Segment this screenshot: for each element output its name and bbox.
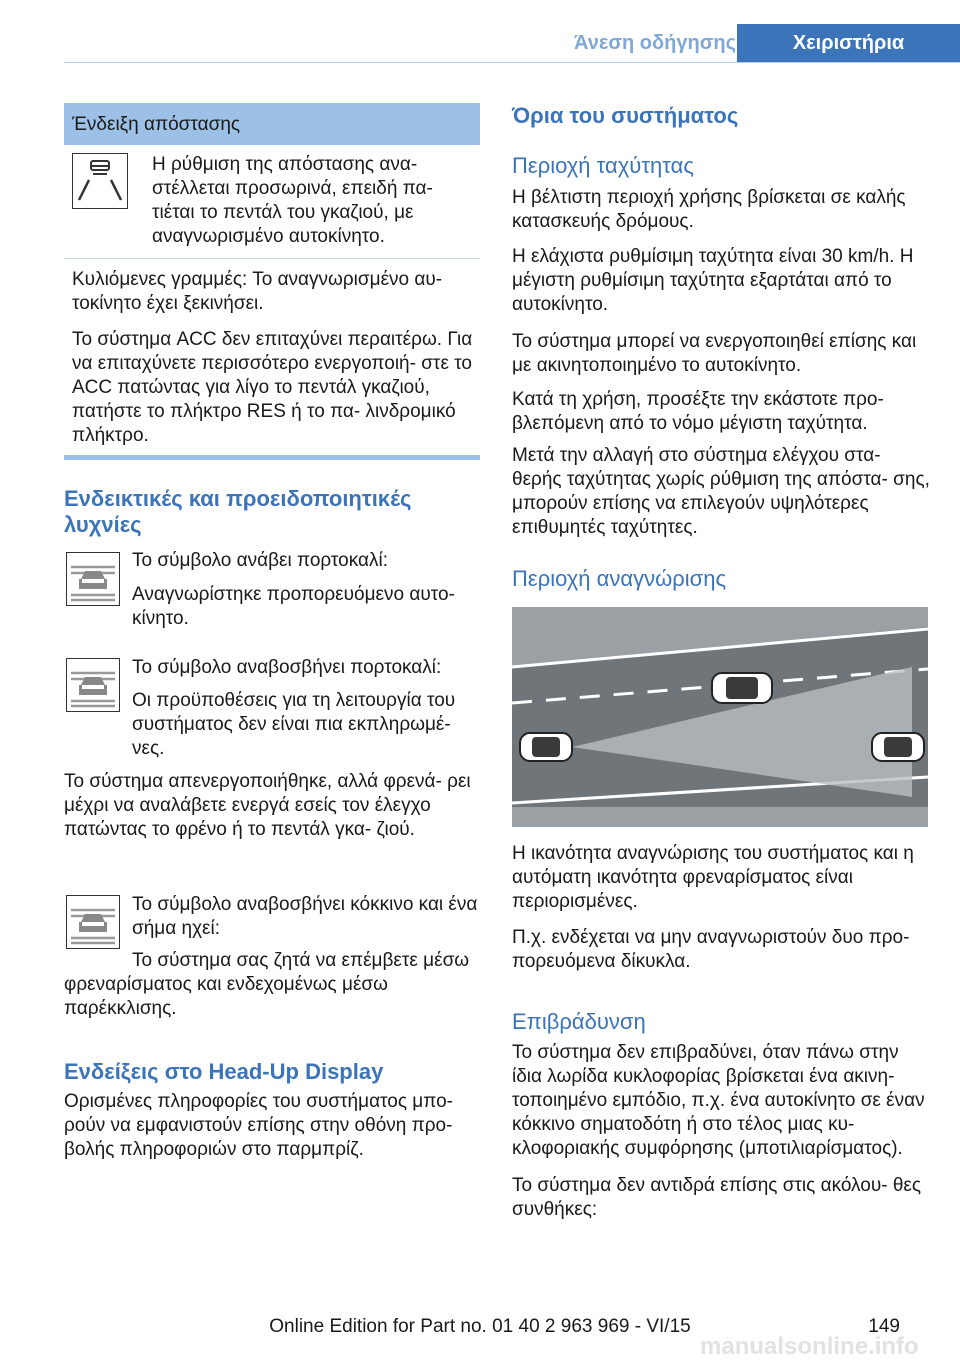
- lamp3-a: Το σύμβολο αναβοσβήνει κόκκινο και ένα σήμα ηχεί:: [132, 894, 478, 939]
- edition-footer: Online Edition for Part no. 01 40 2 963 969 - VI/15: [269, 1316, 691, 1337]
- speed-p2: Η ελάχιστα ρυθμίσιμη ταχύτητα είναι 30 km/h. Η μέγιστη ρυθμίσιμη ταχύτητα εξαρτάται από το αυτοκίνητο.: [512, 246, 914, 315]
- distance-table-header: [64, 103, 480, 145]
- front-car-same-lane: [872, 733, 924, 761]
- table-header-label: Ένδειξη απόστασης: [72, 114, 241, 135]
- detect-p2: Π.χ. ενδέχεται να μην αναγνωριστούν δυο προ- πορευόμενα δίκυκλα.: [512, 927, 910, 972]
- lamp1-a: Το σύμβολο ανάβει πορτοκαλί:: [132, 550, 388, 571]
- row2-text-1: Κυλιόμενες γραμμές: Το αναγνωρισμένο αυ- τοκίνητο έχει ξεκινήσει.: [72, 269, 443, 314]
- hud-text: Ορισμένες πληροφορίες του συστήματος μπο- ρούν να εμφανιστούν επίσης στην οθόνη προ- βολής πληροφοριών στο παρμπρίζ.: [64, 1091, 453, 1160]
- brake-p2: Το σύστημα δεν αντιδρά επίσης στις ακόλου- θες συνθήκες:: [512, 1175, 922, 1220]
- brake-heading: Επιβράδυνση: [512, 1009, 646, 1034]
- lamp2-a: Το σύμβολο αναβοσβήνει πορτοκαλί:: [132, 657, 442, 678]
- lamp2-b: Οι προϋποθέσεις για τη λειτουργία του συστήματος δεν είναι πια εκπληρωμέ- νες.: [132, 690, 456, 759]
- distance-lines-icon: [72, 153, 128, 209]
- table-divider: [64, 258, 480, 259]
- row1-text: Η ρύθμιση της απόστασης ανα- στέλλεται προσωρινά, επειδή πα- τιέται το πεντάλ του γκαζιού, με αναγνωρισμένο αυτοκίνητο.: [152, 154, 433, 247]
- lamp3-b: Το σύστημα σας ζητά να επέμβετε μέσω φρεναρίσματος και ενδεχομένως μέσω παρέκκλισης.: [64, 950, 470, 1019]
- limits-heading: Όρια του συστήματος: [512, 103, 739, 128]
- watermark-text: manualsonline.info: [700, 1333, 919, 1360]
- car-indicator-icon: [66, 552, 120, 606]
- lamp1-b: Αναγνωρίστηκε προπορευόμενο αυτο- κίνητο.: [132, 584, 455, 629]
- page-number: 149: [868, 1316, 900, 1337]
- speed-p4: Κατά τη χρήση, προσέξτε την εκάστοτε προ- βλεπόμενη από το νόμο μέγιστη ταχύτητα.: [512, 389, 884, 434]
- hud-heading: Ενδείξεις στο Head-Up Display: [64, 1059, 384, 1084]
- section-tab[interactable]: Άνεση οδήγησης: [574, 32, 736, 54]
- car-adjacent-lane: [712, 673, 772, 703]
- speed-p1: Η βέλτιστη περιοχή χρήσης βρίσκεται σε καλής κατασκευής δρόμους.: [512, 187, 906, 232]
- header-rule: [64, 62, 960, 63]
- detection-range-illustration: [512, 607, 928, 827]
- speed-p5: Μετά την αλλαγή στο σύστημα ελέγχου στα- θερής ταχύτητας χωρίς ρύθμιση της απόστα- σης, μπορούν επίσης να επιλεγούν υψηλότερες επιθυμητές ταχύτητες.: [512, 445, 930, 538]
- speed-p3: Το σύστημα μπορεί να ενεργοποιηθεί επίσης και με ακινητοποιημένο το αυτοκίνητο.: [512, 331, 917, 376]
- section-rule: [64, 455, 480, 460]
- detect-p1: Η ικανότητα αναγνώρισης του συστήματος και η αυτόματη ικανότητα φρεναρίσματος είναι περιορισμένες.: [512, 843, 914, 912]
- own-car: [520, 733, 572, 761]
- brake-p1: Το σύστημα δεν επιβραδύνει, όταν πάνω στην ίδια λωρίδα κυκλοφορίας βρίσκεται ένα ακινη- τοποιημένο εμπόδιο, π.χ. ένα αυτοκίνητο σε έναν κόκκινο σηματοδότη ή στο τέλος μιας κυ- κλοφοριακής συμφόρησης (μποτιλιαρίσματος).: [512, 1042, 925, 1159]
- car-blink-orange-icon: [66, 658, 120, 712]
- row2-text-2: Το σύστημα ACC δεν επιταχύνει περαιτέρω. Για να επιταχύνετε περισσότερο ενεργοποιή- στε το ACC πατώντας για λίγο το πεντάλ γκαζιού, πατήστε το πλήκτρο RES ή το πα- λινδρομικό πλήκτρο.: [72, 329, 473, 446]
- detect-heading: Περιοχή αναγνώρισης: [512, 566, 727, 591]
- lamp2-c: Το σύστημα απενεργοποιήθηκε, αλλά φρενά- ρει μέχρι να αναλάβετε ενεργά εσείς τον έλεγχο πατώντας το φρένο ή το πεντάλ γκα- ζιού.: [64, 771, 471, 840]
- speed-heading: Περιοχή ταχύτητας: [512, 153, 694, 178]
- car-blink-red-icon: [66, 895, 120, 949]
- lamps-heading: Ενδεικτικές και προειδοποιητικές λυχνίες: [64, 486, 412, 537]
- chapter-tab-active[interactable]: Χειριστήρια: [737, 24, 960, 62]
